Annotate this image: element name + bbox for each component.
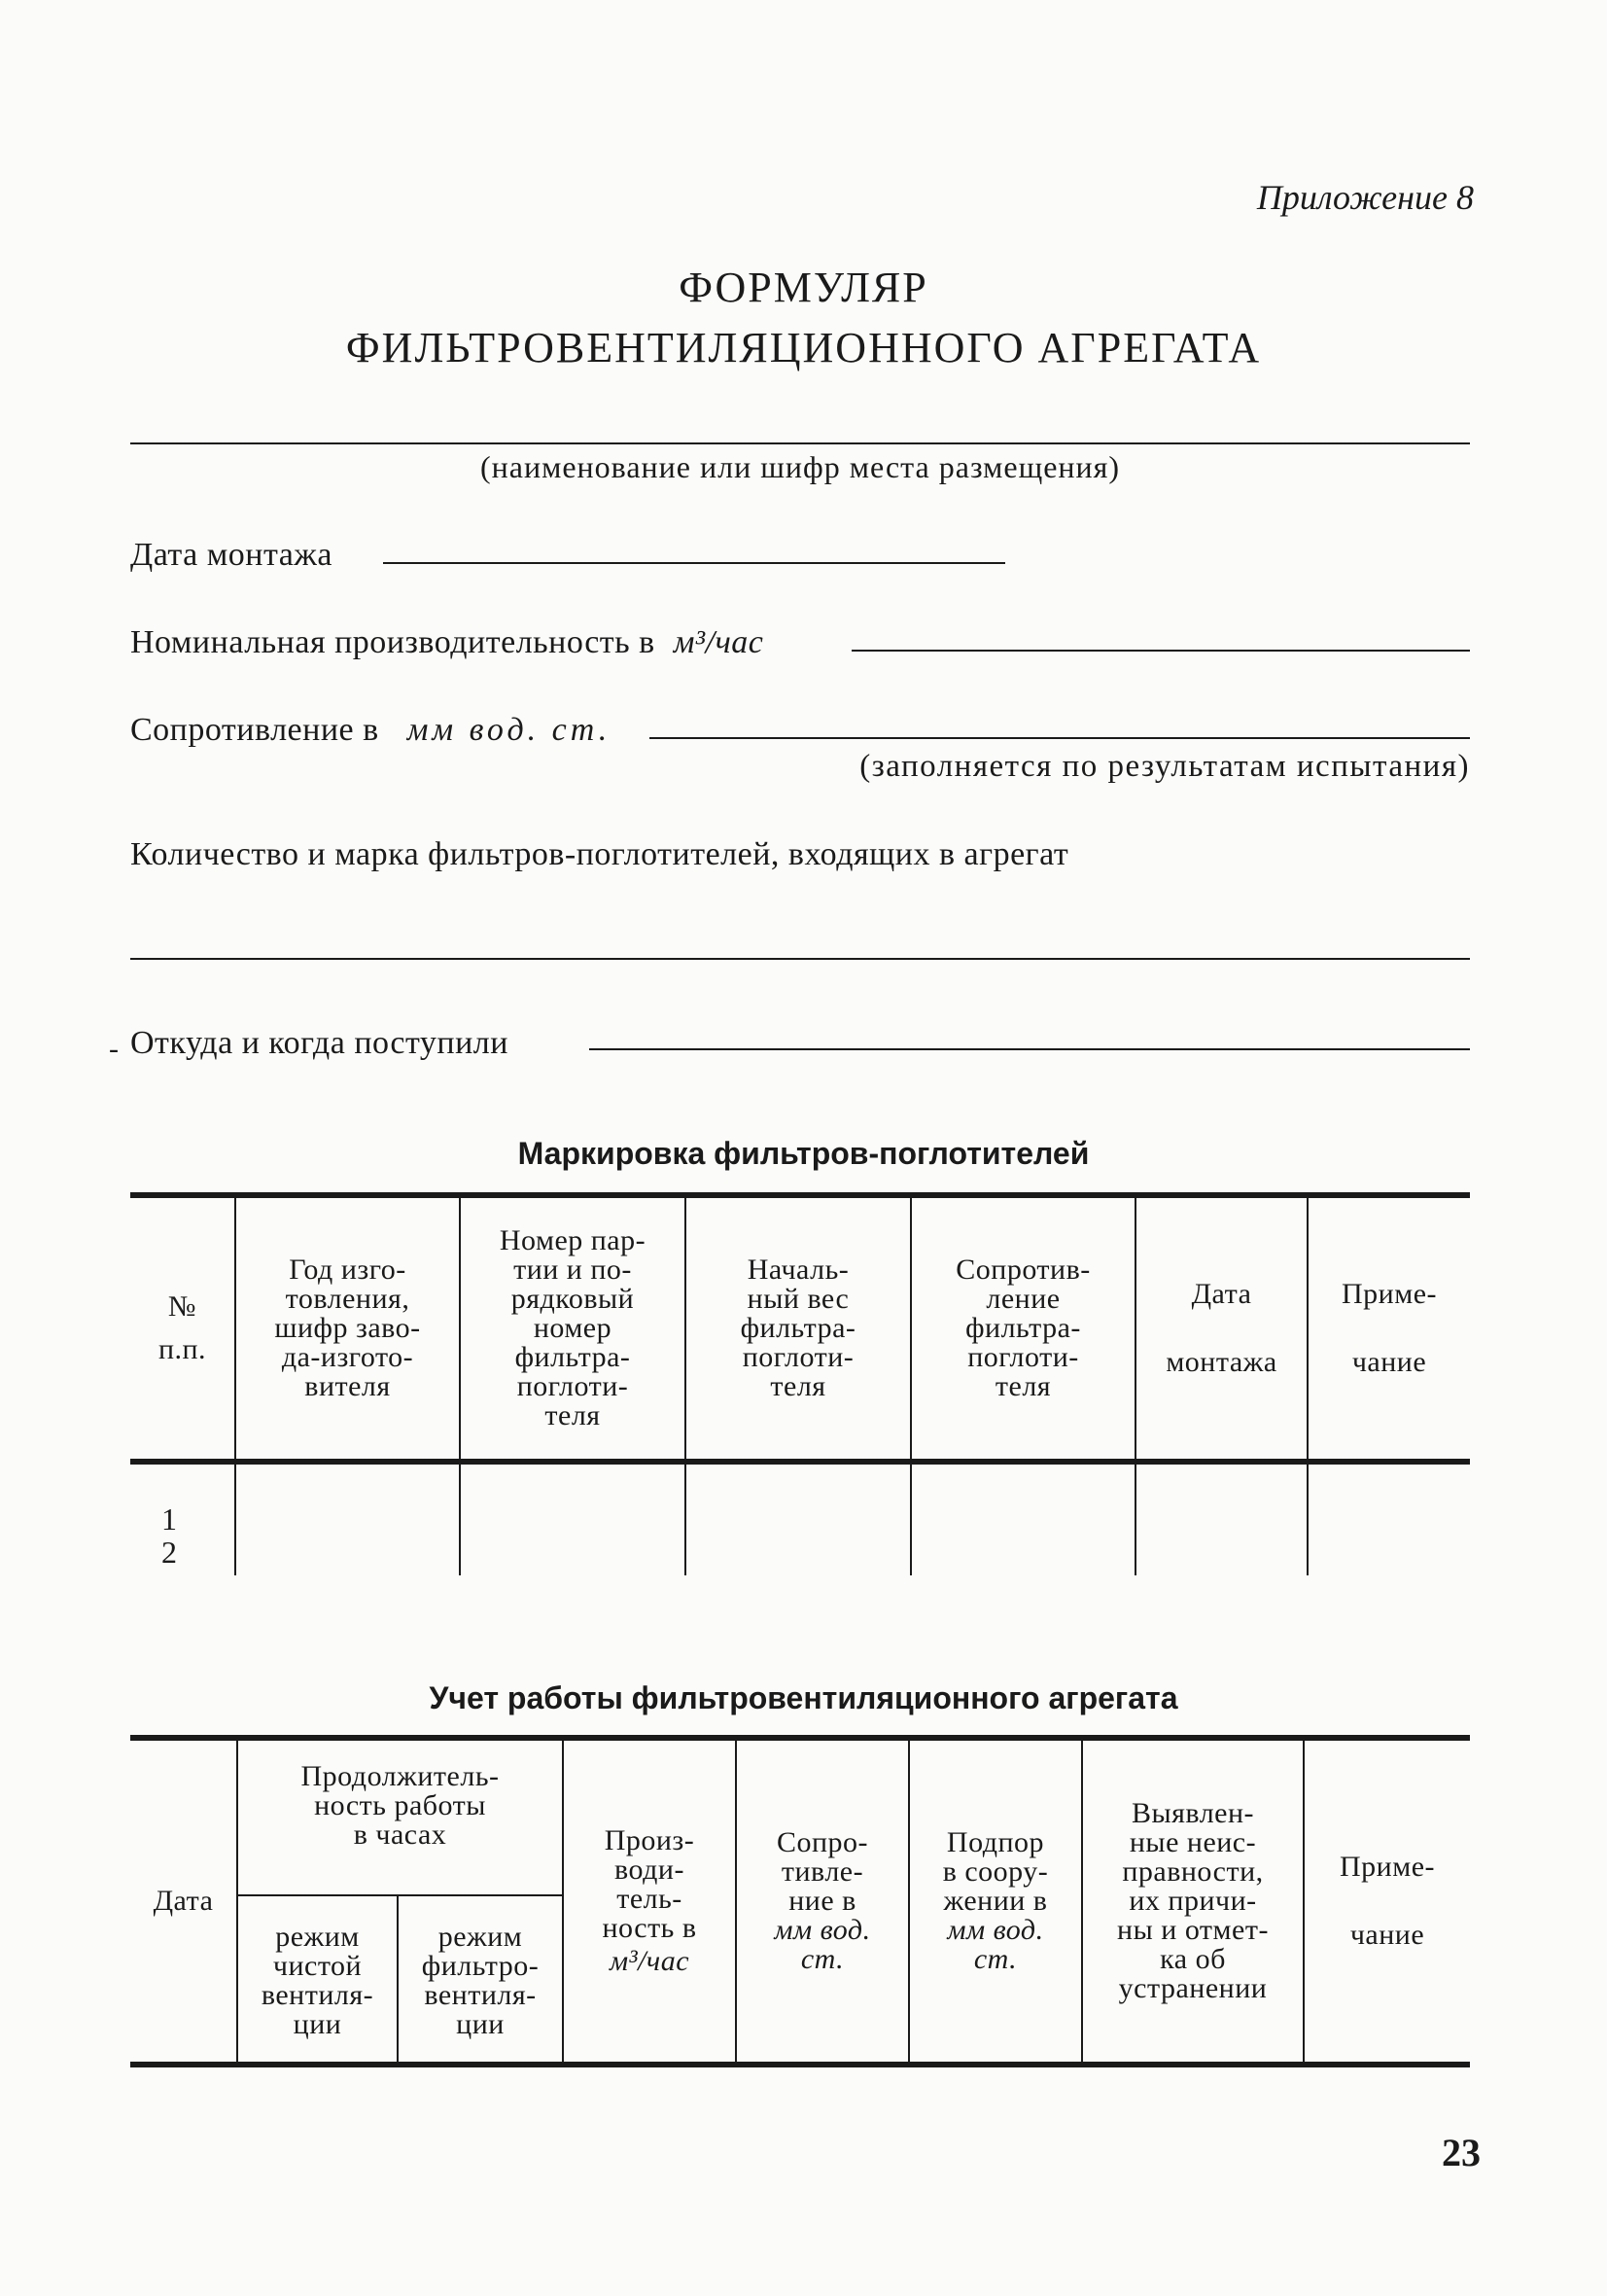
work-header-pressure bbox=[910, 1741, 1081, 2062]
marking-header-year-text: Год изго- товления, шифр заво- да-изгото- вителя bbox=[274, 1254, 421, 1402]
resistance-field[interactable] bbox=[649, 737, 1470, 739]
resistance-unit: мм вод. ст. bbox=[406, 712, 611, 748]
work-header-pressure-unit: мм вод. ст. bbox=[947, 1914, 1044, 1975]
install-date-field[interactable] bbox=[383, 562, 1005, 564]
appendix-label: Приложение 8 bbox=[1256, 178, 1474, 217]
work-header-capacity bbox=[564, 1741, 735, 2062]
capacity-field[interactable] bbox=[852, 650, 1470, 652]
marking-header-install-date bbox=[1136, 1198, 1307, 1459]
marking-header-weight-text: Началь- ный вес фильтра- поглоти- теля bbox=[740, 1254, 856, 1402]
work-header-filter-mode bbox=[399, 1900, 562, 2062]
source-field[interactable] bbox=[589, 1048, 1470, 1050]
capacity-label bbox=[130, 624, 763, 661]
work-header-resistance-text: Сопро- тивле- ние в bbox=[776, 1826, 869, 1917]
location-line bbox=[130, 442, 1470, 444]
marking-header-note-text: Приме- чание bbox=[1341, 1278, 1437, 1378]
marking-header-number-text: № п.п. bbox=[157, 1290, 207, 1365]
work-header-resistance-inner bbox=[737, 1741, 908, 2062]
resistance-label bbox=[130, 712, 611, 749]
margin-mark: - bbox=[109, 1033, 119, 1065]
resistance-caption: (заполняется по результатам испытания) bbox=[859, 749, 1470, 784]
work-header-pressure-inner bbox=[910, 1741, 1081, 2062]
work-table-bottom-rule bbox=[130, 2062, 1470, 2067]
filters-field[interactable] bbox=[130, 958, 1470, 960]
document-title: ФОРМУЛЯР bbox=[679, 264, 928, 311]
source-label: Откуда и когда поступили bbox=[130, 1025, 508, 1061]
work-header-resistance bbox=[737, 1741, 908, 2062]
marking-header-number bbox=[130, 1198, 234, 1459]
work-header-date bbox=[130, 1741, 236, 2062]
document-subtitle: ФИЛЬТРОВЕНТИЛЯЦИОННОГО АГРЕГАТА bbox=[345, 324, 1262, 371]
work-header-clean-mode-text: режим чистой вентиля- ции bbox=[261, 1921, 374, 2040]
work-header-clean-mode bbox=[238, 1900, 397, 2062]
work-header-note-text: Приме- чание bbox=[1339, 1851, 1435, 1951]
marking-header-install-date-text: Дата монтажа bbox=[1166, 1278, 1277, 1378]
page-number: 23 bbox=[1442, 2131, 1481, 2174]
marking-header-batch bbox=[461, 1198, 684, 1459]
marking-header-resistance-text: Сопротив- ление фильтра- поглоти- теля bbox=[956, 1254, 1091, 1402]
work-header-date-text: Дата bbox=[153, 1885, 214, 1917]
duration-split-line bbox=[238, 1894, 562, 1896]
marking-header-note bbox=[1309, 1198, 1470, 1459]
work-header-faults-text: Выявлен- ные неис- правности, их причи- ны и отмет- ка об устранении bbox=[1117, 1797, 1269, 2004]
work-header-resistance-unit: мм вод. ст. bbox=[774, 1914, 871, 1975]
marking-header-weight bbox=[686, 1198, 910, 1459]
work-header-pressure-text: Подпор в соору- жении в bbox=[942, 1826, 1049, 1917]
work-header-faults bbox=[1083, 1741, 1303, 2062]
work-table-title: Учет работы фильтровентиляционного агрегата bbox=[429, 1680, 1178, 1715]
marking-header-resistance bbox=[912, 1198, 1135, 1459]
marking-table-header-rule bbox=[130, 1459, 1470, 1465]
work-header-capacity-inner bbox=[564, 1741, 735, 2062]
filters-label: Количество и марка фильтров-поглотителей, входящих в агрегат bbox=[130, 836, 1069, 872]
location-caption: (наименование или шифр места размещения) bbox=[479, 449, 1121, 484]
capacity-unit: м³/час bbox=[673, 624, 764, 660]
marking-table-title: Маркировка фильтров-поглотителей bbox=[517, 1136, 1090, 1171]
resistance-label-text: Сопротивление в bbox=[130, 712, 379, 748]
capacity-label-text: Номинальная производительность в bbox=[130, 624, 655, 660]
work-header-duration-text: Продолжитель- ность работы в часах bbox=[300, 1760, 500, 1851]
work-header-note bbox=[1305, 1741, 1470, 2062]
work-header-duration bbox=[238, 1762, 562, 1889]
work-header-capacity-unit: м³/час bbox=[609, 1945, 690, 1977]
table-row: 1 bbox=[161, 1501, 177, 1537]
marking-header-year bbox=[236, 1198, 459, 1459]
table-row: 2 bbox=[161, 1535, 177, 1570]
install-date-label: Дата монтажа bbox=[130, 537, 332, 573]
work-header-capacity-text: Произ- води- тель- ность в bbox=[602, 1824, 697, 1944]
marking-header-batch-text: Номер пар- тии и по- рядковый номер фильтра- поглоти- теля bbox=[499, 1224, 646, 1431]
work-header-filter-mode-text: режим фильтро- вентиля- ции bbox=[421, 1921, 540, 2040]
